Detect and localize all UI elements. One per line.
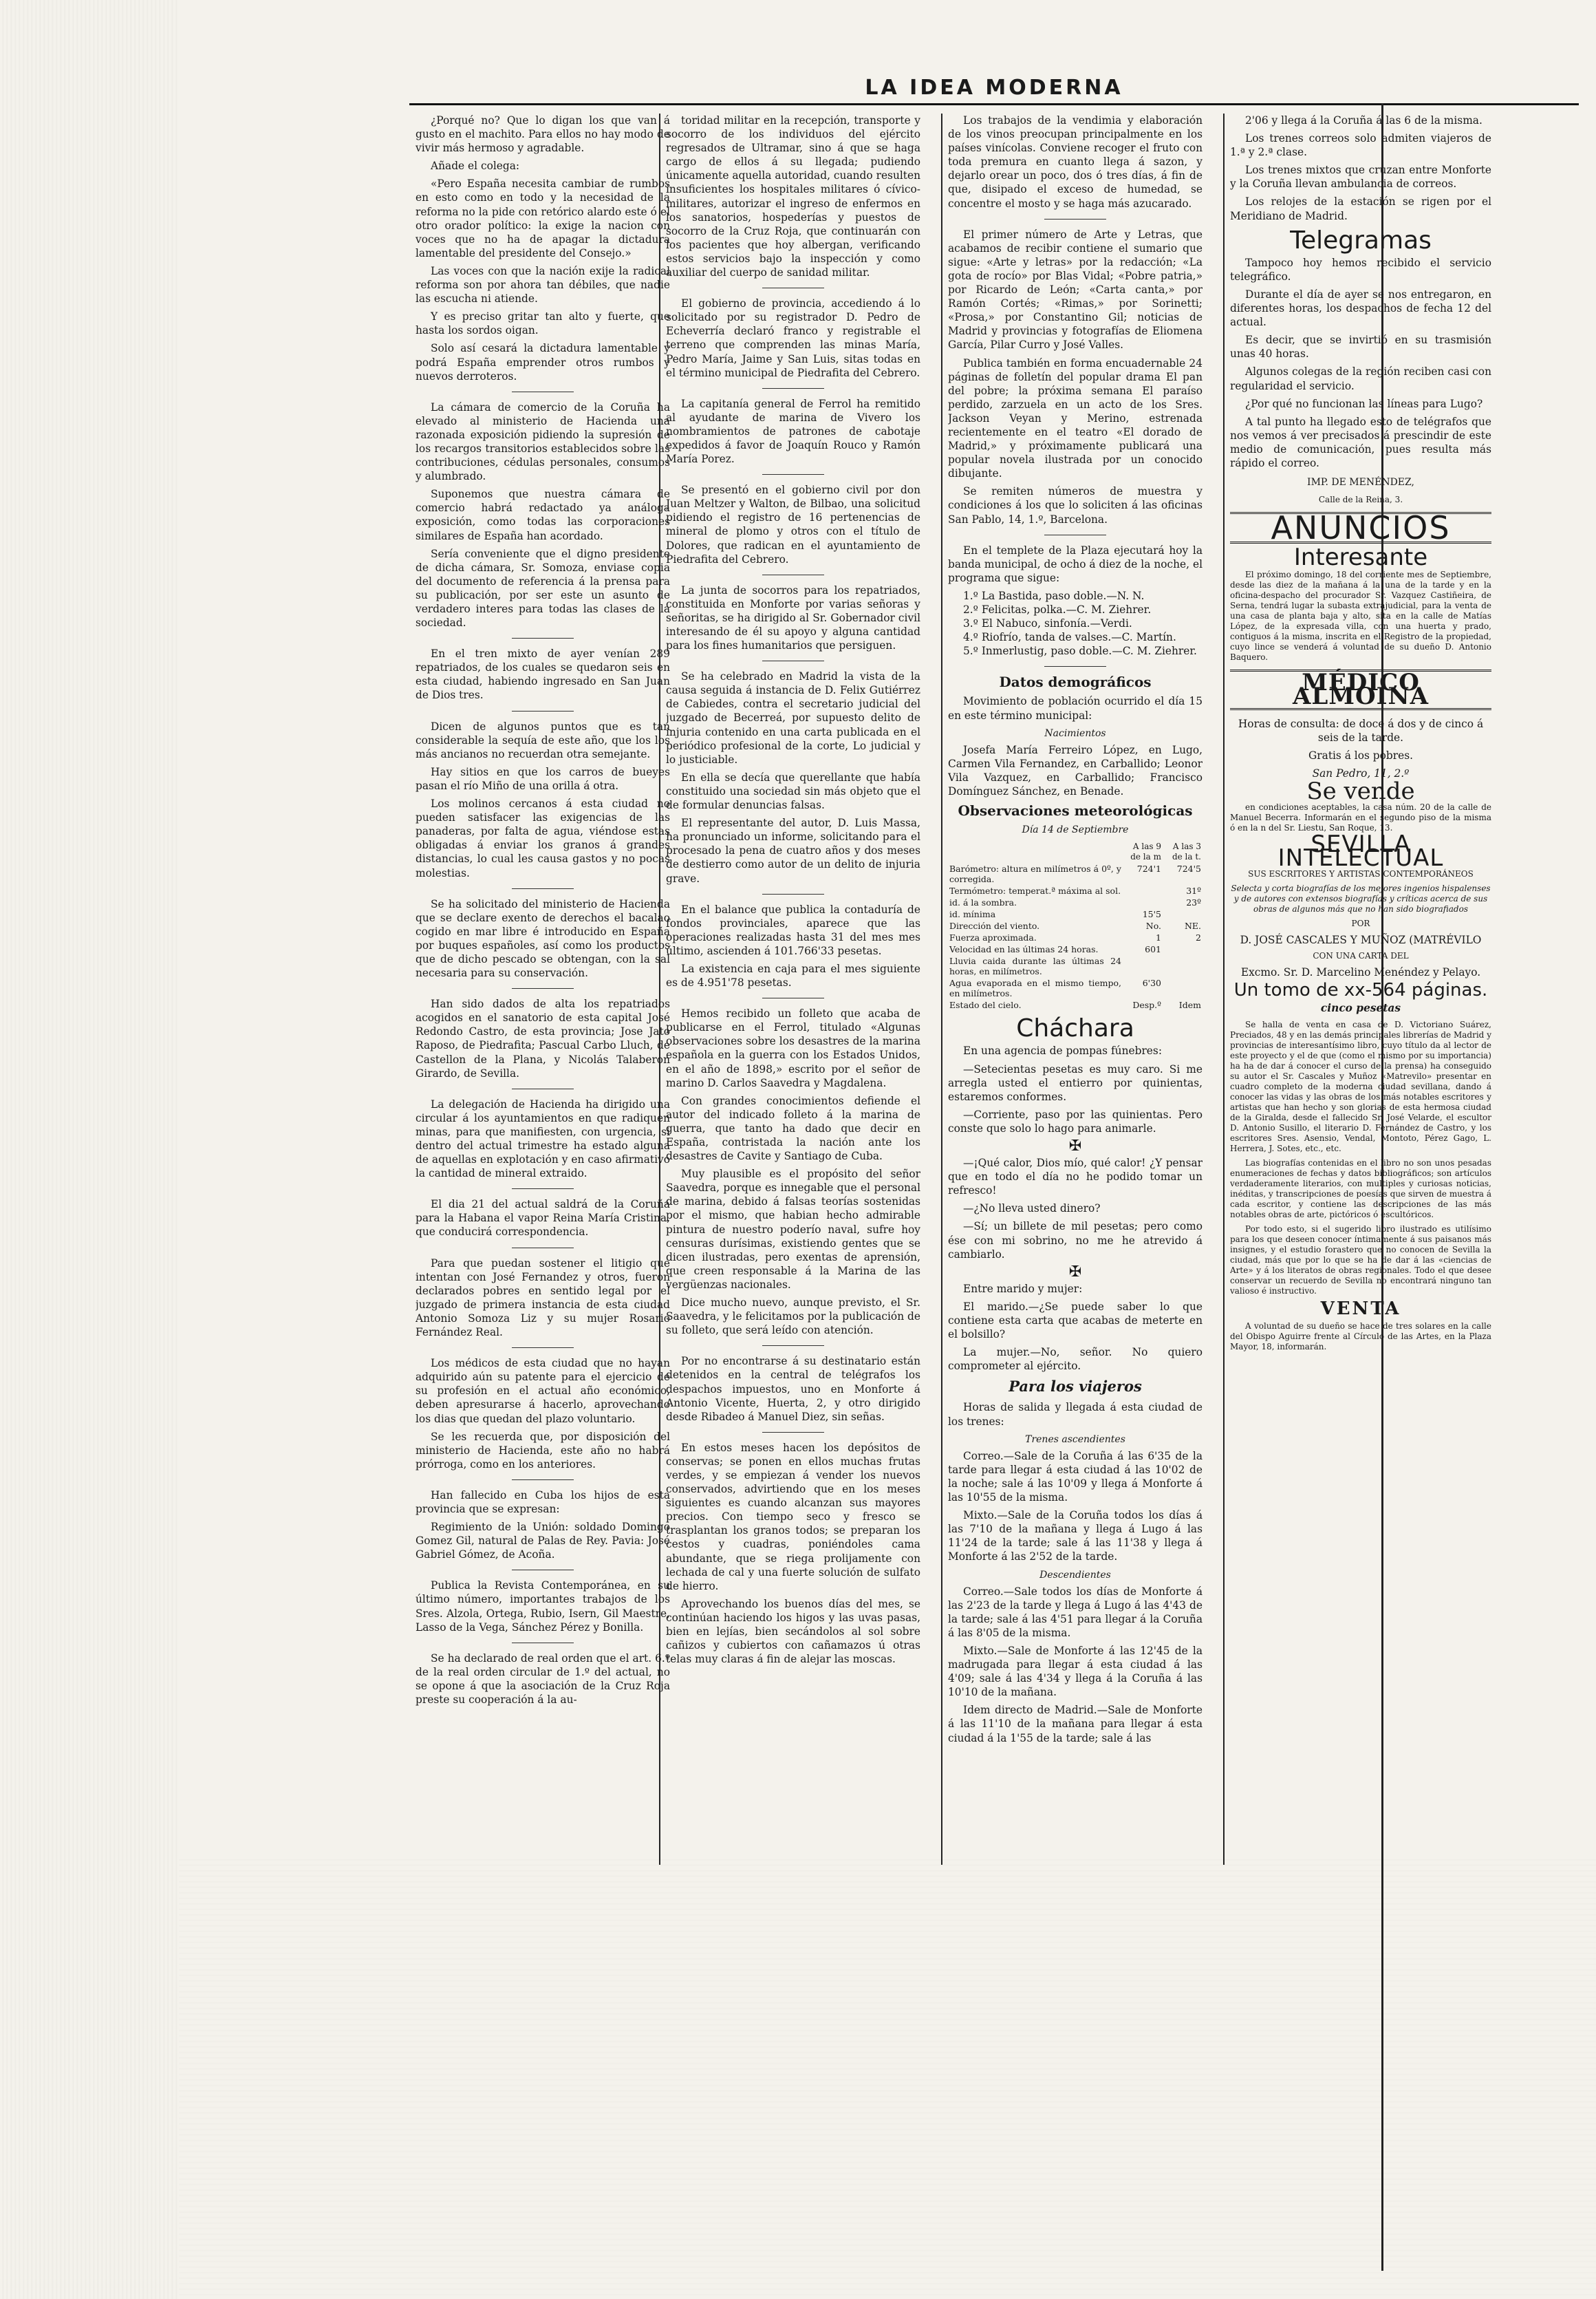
subheading: Trenes ascendientes — [1025, 1433, 1125, 1445]
column-2 — [666, 114, 920, 1865]
table-cell — [1163, 943, 1203, 955]
table-row — [948, 908, 1203, 920]
article-paragraph: La capitanía general de Ferrol ha remitido al ayudante de marina de Vivero los nombramientos de patrones de cabotaje expedidos á favor de Joaquín Rouco y Ramón María Porez. — [666, 397, 920, 466]
column-3 — [948, 114, 1203, 1865]
table-cell: 724'5 — [1176, 864, 1201, 875]
ad-text: Las biografías contenidas en el libro no son unos pesadas enumeraciones de fechas y datos bibliográficos; son artículos verdaderamente literarios, con multiples y curiosas noticias, inéditas, y transcripciones de poesías que sirven de muestra á cada escritor, y contiene las descripciones de las más notables obras de arte, pictóricos ó escultóricos. — [1230, 1157, 1491, 1219]
printer-address: Calle de la Reina, 3. — [1318, 495, 1403, 505]
article-paragraph: Y es preciso gritar tan alto y fuerte, que hasta los sordos oigan. — [416, 310, 670, 337]
table-cell: 15'5 — [1142, 909, 1161, 920]
ads-header — [1230, 509, 1491, 547]
ornament-icon: ✠ — [1068, 1137, 1082, 1155]
ad-text: Se halla de venta en casa de D. Victoriano Suárez, Preciados, 48 y en las demás principales librerías de Madrid y provincias de interesantísimo libro, cuyo título da al lector de este proyecto y el de que (como el mismo por su importancia) ha ha de dar á conocer el curso de la prensa) ha conseguido su autor el Sr. Cascales y Muñoz «Matrevilo» presentar en cuadro completo de la moderna ciudad sevillana, dando á conocer las vidas y las obras de los más notables escritores y artistas que han hecho y son glorias de esta hermosa ciudad de la Giralda, desde el fallecido Sr. José Velarde, el escultor D. Antonio Susillo, el literario D. Fernández de Castro, y los escritores Sres. Asensio, Vendal, Montoto, Pérez Gago, L. Herrera, J. Sotes, etc., etc. — [1230, 1019, 1491, 1153]
table-row — [948, 943, 1203, 955]
ad-text: SUS ESCRITORES Y ARTISTAS CONTEMPORÁNEOS — [1248, 869, 1474, 879]
article-paragraph: El marido.—¿Se puede saber lo que contiene esta carta que acabas de meterte en el bolsillo? — [948, 1300, 1203, 1341]
table-cell — [1123, 955, 1163, 977]
separator — [512, 1479, 574, 1480]
table-header: A las 3 de la t. — [1172, 842, 1201, 862]
article-paragraph: En el balance que publica la contaduría de fondos provinciales, aparece que las operaciones realizadas hasta 31 del mes mes último, ascienden á 101.766'33 pesetas. — [666, 903, 920, 957]
article-paragraph: Hemos recibido un folleto que acaba de publicarse en el Ferrol, titulado «Algunas observaciones sobre los desastres de la marina española en la guerra con los Estados Unidos, en el año de 1898,» escrito por el señor de marino D. Carlos Saavedra y Magdalena. — [666, 1007, 920, 1089]
article-paragraph: Los trabajos de la vendimia y elaboración de los vinos preocupan principalmente en los países vinícolas. Conviene recoger el fruto con toda premura en cuanto llega á sazon, y dejarlo orear un poco, dos ó tres días, á fin de que, disipado el exceso de humedad, se concentre el mosto y se haga más azucarado. — [948, 114, 1203, 210]
article-paragraph: La delegación de Hacienda ha dirigido una circular á los ayuntamientos en que radiquen minas, para que manifiesten, con urgencia, si dentro del actual trimestre ha estado alguna de aquellas en explotación y en caso afirmativo la cantidad de mineral extraido. — [416, 1098, 670, 1180]
article-paragraph: En una agencia de pompas fúnebres: — [963, 1045, 1163, 1058]
table-cell: Lluvia caida durante las últimas 24 horas, en milímetros. — [949, 956, 1121, 977]
column-rule — [941, 114, 942, 1865]
table-cell: 601 — [1145, 944, 1161, 955]
separator — [762, 388, 824, 389]
article-paragraph: Aprovechando los buenos días del mes, se continúan haciendo los higos y las uvas pasas, bien en lejías, bien secándolos al sol sobre cañizos y cubiertos con cañamazos ú otras telas muy claras á fin de alejar las moscas. — [666, 1597, 920, 1666]
table-cell: 31º — [1186, 886, 1201, 897]
article-paragraph: El gobierno de provincia, accediendo á lo solicitado por su registrador D. Pedro de Echeverría declaró franco y registrable el terreno que comprenden las minas María, Pedro María, Jaime y San Luis, sitas todas en el término municipal de Piedrafita del Cebrero. — [666, 297, 920, 379]
separator — [762, 474, 824, 475]
article-paragraph: 2'06 y llega á la Coruña á las 6 de la misma. — [1245, 114, 1482, 127]
ad-text: Horas de consulta: de doce á dos y de cinco á seis de la tarde. — [1238, 717, 1484, 744]
list-item: 3.º El Nabuco, sinfonía.—Verdi. — [963, 617, 1132, 630]
article-paragraph: En ella se decía que querellante que había constituido una sociedad sin más objeto que el de formular denuncias falsas. — [666, 771, 920, 812]
masthead: LA IDEA MODERNA — [409, 76, 1579, 105]
article-paragraph: —Sí; un billete de mil pesetas; pero como ése con mi sobrino, no me he atrevido á cambiarlo. — [948, 1220, 1203, 1261]
separator — [512, 1347, 574, 1348]
article-paragraph: Solo así cesará la dictadura lamentable y podrá España emprender otros rumbos y nuevos derroteros. — [416, 342, 670, 383]
separator — [762, 894, 824, 895]
article-paragraph: Muy plausible es el propósito del señor Saavedra, porque es innegable que el personal de marina, debido á falsas teorías sostenidas por el mismo, que habian hecho admirable pintura de nuestro poderío naval, sufre hoy censuras durísimas, existiendo gentes que se dicen ilustradas, pero exentas de aprensión, que creen responsable á la Marina de las vergüenzas nacionales. — [666, 1168, 920, 1291]
separator — [1044, 666, 1106, 667]
table-cell: Velocidad en las últimas 24 horas. — [949, 944, 1099, 955]
table-cell: Dirección del viento. — [949, 921, 1040, 932]
ads-title: ANUNCIOS — [1271, 509, 1451, 547]
separator — [512, 988, 574, 989]
article-paragraph: Hay sitios en que los carros de bueyes pasan el río Miño de una orilla á otra. — [416, 765, 670, 792]
ad-text: Excmo. Sr. D. Marcelino Menéndez y Pelayo. — [1240, 966, 1481, 979]
ad-medico — [1230, 670, 1491, 709]
article-paragraph: Durante el día de ayer se nos entregaron, en diferentes horas, los despachos de fecha 12 del actual. — [1230, 288, 1491, 329]
article-paragraph: Las voces con que la nación exije la radical reforma son por ahora tan débiles, que nadie las escucha ni atiende. — [416, 264, 670, 306]
table-cell: 6'30 — [1142, 978, 1161, 989]
table-cell: Desp.º — [1132, 1000, 1161, 1011]
table-cell — [1163, 955, 1203, 977]
article-paragraph: Se ha solicitado del ministerio de Hacienda que se declare exento de derechos el bacalao cogido en mar libre é introducido en España por buques españoles, así como los productos que de dicho pescado se obtengan, con la sal necesaria para su conservación. — [416, 897, 670, 980]
article-paragraph: Sería conveniente que el digno presidente de dicha cámara, Sr. Somoza, enviase copia del documento de referencia á la prensa para su publicación, por ser este un asunto de verdadero interes para todas las clases de la sociedad. — [416, 547, 670, 630]
article-paragraph: Se presentó en el gobierno civil por don Juan Meltzer y Walton, de Bilbao, una solicitud pidiendo el registro de 16 pertenencias de mineral de plomo y otros con el título de Dolores, que radican en el ayuntamiento de Piedrafita del Cebrero. — [666, 484, 920, 566]
article-paragraph: «Pero España necesita cambiar de rumbos en esto como en todo y la necesidad de la reforma no la pide con retórico alardo este ó el otro orador político: la exige la nacion con voces que no ha de apagar la dictadura lamentable del presidente del Consejo.» — [416, 178, 670, 259]
ad-text: Por todo esto, si el sugerido libro ilustrado es utilísimo para los que deseen conocer íntimamente á sus paisanos más insignes, y el estudio forastero que no conocen de Sevilla la ciudad, más que por lo que se ha de dar á las «ciencias de Arte» y á los literatos de obras regionales. Todo el que desee conservar un recuerdo de Sevilla no encontrará ninguno tan valioso é instructivo. — [1230, 1223, 1491, 1296]
table-cell: Agua evaporada en el mismo tiempo, en milímetros. — [949, 978, 1121, 999]
separator — [512, 888, 574, 889]
ad-text: Selecta y corta biografías de los mejores ingenios hispalenses y de autores con extensos biografías y críticas acerca de sus obras de algunos más que no han sido biografiados — [1231, 884, 1491, 915]
list-item: 1.º La Bastida, paso doble.—N. N. — [963, 589, 1145, 602]
list-item: 5.º Inmerlustig, paso doble.—C. M. Ziehrer. — [963, 645, 1197, 658]
table-cell: 2 — [1196, 932, 1201, 943]
table-cell: id. mínima — [949, 909, 996, 920]
table-row — [948, 955, 1203, 977]
printer-imprint: IMP. DE MENÉNDEZ, — [1307, 477, 1414, 489]
ad-text: CON UNA CARTA DEL — [1313, 951, 1409, 961]
article-paragraph: —¡Qué calor, Dios mío, qué calor! ¿Y pensar que en todo el día no he podido tomar un refresco! — [948, 1157, 1203, 1197]
article-paragraph: Para que puedan sostener el litigio que intentan con José Fernandez y otros, fueron declarados pobres en sentido legal por el juzgado de primera instancia de esta ciudad Antonio Somoza Liz y su mujer Rosario Fernández Real. — [416, 1257, 670, 1339]
table-row — [948, 977, 1203, 999]
article-paragraph: Josefa María Ferreiro López, en Lugo, Carmen Vila Fernandez, en Carballido; Leonor Vila Vazquez, en Carballido; Francisco Domínguez Sánchez, en Benade. — [948, 743, 1203, 798]
scan-margin-left — [0, 0, 179, 2299]
table-cell: 1 — [1156, 932, 1161, 943]
weather-table — [948, 841, 1203, 1011]
article-paragraph: Se ha declarado de real orden que el art. 6.º de la real orden circular de 1.º del actual, no se opone á que la asociación de la Cruz Roja preste su cooperación á la au- — [416, 1651, 670, 1706]
table-row — [948, 897, 1203, 908]
table-row — [948, 932, 1203, 943]
ad-heading: SEVILLA INTELECTUAL — [1277, 831, 1444, 873]
article-paragraph: Por no encontrarse á su destinatario están detenidos en la central de telégrafos los despachos impuestos, uno en Monforte á Antonio Vicente, Huerta, 2, y otro dirigido desde Ribadeo á Manuel Diez, sin señas. — [666, 1355, 920, 1423]
table-row — [948, 863, 1203, 885]
article-paragraph: Mixto.—Sale de la Coruña todos los días á las 7'10 de la mañana y llega á Lugo á las 11'24 de la tarde; sale á las 11'38 y llega á Monforte á las 2'52 de la tarde. — [948, 1509, 1203, 1563]
table-cell: Barómetro: altura en milímetros á 0º, y corregida. — [949, 864, 1121, 885]
table-header-row — [948, 841, 1203, 863]
scan-margin-bottom — [179, 1858, 1596, 2299]
separator — [512, 1188, 574, 1189]
ad-heading: MÉDICO ALMOINA — [1293, 669, 1429, 711]
article-paragraph: Algunos colegas de la región reciben casi con regularidad el servicio. — [1230, 365, 1491, 392]
article-paragraph: La existencia en caja para el mes siguiente es de 4.951'78 pesetas. — [666, 962, 920, 990]
article-paragraph: Es decir, que se invirtió en su trasmisión unas 40 horas. — [1230, 334, 1491, 361]
article-paragraph: Tampoco hoy hemos recibido el servicio telegráfico. — [1230, 256, 1491, 283]
ornament-icon: ✠ — [1068, 1263, 1082, 1281]
article-paragraph: ¿Por qué no funcionan las líneas para Lugo? — [1245, 397, 1483, 410]
ad-text: D. JOSÉ CASCALES Y MUÑOZ (MATRÉVILO — [1240, 934, 1482, 947]
article-paragraph: La mujer.—No, señor. No quiero comprometer al ejército. — [948, 1346, 1203, 1373]
article-paragraph: Correo.—Sale de la Coruña á las 6'35 de la tarde para llegar á esta ciudad á las 10'02 de la noche; sale á las 10'09 y llega á Monforte á las 10'55 de la misma. — [948, 1449, 1203, 1504]
table-header: A las 9 de la m — [1130, 842, 1161, 862]
article-paragraph: ¿Porqué no? Que lo digan los que van á gusto en el machito. Para ellos no hay modo de vivir más hermoso y agradable. — [416, 114, 670, 155]
article-paragraph: —Corriente, paso por las quinientas. Pero conste que solo lo hago para animarle. — [948, 1108, 1203, 1135]
table-cell: Idem — [1178, 1000, 1201, 1011]
article-paragraph: Han sido dados de alta los repatriados acogidos en el sanatorio de esta capital José Redondo Castro, de esta provincia; Jose Jato Raposo, de Piedrafita; Pascual Carbo Lluch, de Castellon de la Plana, y Nicolás Talaberon Girardo, de Sevilla. — [416, 998, 670, 1080]
article-paragraph: Se remiten números de muestra y condiciones á los que lo soliciten á las oficinas San Pablo, 14, 1.º, Barcelona. — [948, 485, 1203, 526]
separator — [762, 1432, 824, 1433]
article-paragraph: Los médicos de esta ciudad que no hayan adquirido aún su patente para el ejercicio de su profesión en el actual año económico, deben apresurarse á hacerlo, aprovechando los dias que quedan del plazo voluntario. — [416, 1357, 670, 1425]
article-paragraph: Los trenes correos solo admiten viajeros de 1.ª y 2.ª clase. — [1230, 132, 1491, 159]
article-paragraph: En el templete de la Plaza ejecutará hoy la banda municipal, de ocho á diez de la noche, el programa que sigue: — [948, 544, 1203, 584]
article-paragraph: En estos meses hacen los depósitos de conservas; se ponen en ellos muchas frutas verdes, y se empiezan á vender los nuevos conservados, advirtiendo que en los meses siguientes es cuando alcanzan sus mayores precios. Con tiempo seco y fresco se trasplantan los granos todos; se preparan los cestos y cuadras, poniéndoles cama abundante, que se riega prolijamente con lechada de cal y una fuerte solución de sulfato de hierro. — [666, 1441, 920, 1592]
table-cell: Estado del cielo. — [949, 1000, 1022, 1011]
subheading: Día 14 de Septiembre — [1022, 824, 1129, 836]
ad-heading: Interesante — [1293, 544, 1428, 572]
article-paragraph: El representante del autor, D. Luis Massa, ha pronunciado un informe, solicitando para el procesado la pena de cuatro años y dos meses de destierro como autor de un delito de injuria grave. — [666, 817, 920, 885]
article-paragraph: Los trenes mixtos que cruzan entre Monforte y la Coruña llevan ambulancia de correos. — [1230, 164, 1491, 191]
separator — [512, 638, 574, 639]
separator — [512, 711, 574, 712]
table-cell: NE. — [1184, 921, 1201, 932]
article-paragraph: Publica la Revista Contemporánea, en su último número, importantes trabajos de los Sres. Alzola, Ortega, Rubio, Isern, Gil Maestre, Lasso de la Vega, Sánchez Pérez y Bonilla. — [416, 1579, 670, 1634]
article-paragraph: Los relojes de la estación se rigen por el Meridiano de Madrid. — [1230, 195, 1491, 222]
article-paragraph: Los molinos cercanos á esta ciudad no pueden satisfacer las exigencias de las panaderas, por falta de agua, viéndose estas obligadas á enviar los granos á grandes distancias, lo cual les causa gastos y no pocas molestias. — [416, 798, 670, 879]
column-1 — [416, 114, 670, 1865]
table-cell: No. — [1145, 921, 1161, 932]
section-heading: Para los viajeros — [1009, 1378, 1142, 1396]
article-paragraph: Se ha celebrado en Madrid la vista de la causa seguida á instancia de D. Felix Gutiérrez de Cabiedes, contra el secretario judicial del juzgado de Becerreá, por supuesto delito de injuria contenido en una carta publicada en el periódico profesional de la corte, Lo judicial y lo justiciable. — [666, 670, 920, 766]
article-paragraph: Publica también en forma encuadernable 24 páginas de folletín del popular drama El pan del pobre; la próxima semana El paraíso perdido, zarzuela en un acto de los Sres. Jackson Veyan y Merino, estrenada recientemente en el teatro «El dorado de Madrid,» y próximamente publicará una popular novela ilustrada por un conocido dibujante. — [948, 356, 1203, 480]
ad-text: en condiciones aceptables, la casa núm. 20 de la calle de Manuel Becerra. Informarán en el segundo piso de la misma ó en la n del Sr. Liestu, San Roque, 13. — [1230, 802, 1491, 833]
list-item: 2.º Felicitas, polka.—C. M. Ziehrer. — [963, 603, 1152, 616]
ad-text: A voluntad de su dueño se hace de tres solares en la calle del Obispo Aguirre frente al Círculo de las Artes, en la Plaza Mayor, 18, informarán. — [1230, 1320, 1491, 1351]
article-paragraph: Dicen de algunos puntos que es tan considerable la sequía de este año, que los los más ancianos no recuerdan otra semejante. — [416, 720, 670, 760]
ad-text: San Pedro, 11, 2.º — [1312, 767, 1410, 780]
article-paragraph: A tal punto ha llegado esto de telégrafos que nos vemos á ver precisados á prescindir de este medio de comunicación, pues resulta más rápido el correo. — [1230, 415, 1491, 469]
band-program-list — [948, 589, 1203, 658]
section-heading: Cháchara — [1016, 1014, 1134, 1043]
article-paragraph: En el tren mixto de ayer venían 289 repatriados, de los cuales se quedaron seis en esta ciudad, habiendo ingresado en San Juan de Dios tres. — [416, 648, 670, 702]
column-rule — [1223, 114, 1225, 1865]
table-cell — [1163, 908, 1203, 920]
ad-text: POR — [1351, 919, 1370, 929]
article-paragraph: El dia 21 del actual saldrá de la Coruña para la Habana el vapor Reina María Cristina, que conducirá correspondencia. — [416, 1198, 670, 1239]
table-cell — [1163, 977, 1203, 999]
table-cell: 23º — [1186, 897, 1201, 908]
ad-heading: Se vende — [1306, 777, 1415, 805]
article-paragraph: Mixto.—Sale de Monforte á las 12'45 de la madrugada para llegar á esta ciudad á las 4'09; sale á las 4'34 y llega á la Coruña á las 10'10 de la mañana. — [948, 1644, 1203, 1699]
table-row — [948, 999, 1203, 1011]
article-paragraph: Suponemos que nuestra cámara de comercio habrá redactado ya análoga exposición, como todas las corporaciones similares de España han acordado. — [416, 488, 670, 542]
table-row — [948, 920, 1203, 932]
ad-heading: Un tomo de xx-564 páginas. — [1233, 980, 1488, 1001]
column-4 — [1230, 114, 1491, 1865]
table-cell — [1123, 897, 1163, 908]
article-paragraph: La cámara de comercio de la Coruña ha elevado al ministerio de Hacienda una razonada exposición pidiendo la supresión de los recargos transitorios establecidos sobre las contribuciones, cédulas personales, consumos y alumbrado. — [416, 400, 670, 483]
article-paragraph: Horas de salida y llegada á esta ciudad de los trenes: — [948, 1401, 1203, 1428]
article-paragraph: —¿No lleva usted dinero? — [963, 1202, 1101, 1215]
table-cell: id. á la sombra. — [949, 897, 1017, 908]
article-paragraph: Se les recuerda que, por disposición del ministerio de Hacienda, este año no habrá prórroga, como en los anteriores. — [416, 1430, 670, 1471]
table-row — [948, 885, 1203, 897]
article-paragraph: toridad militar en la recepción, transporte y socorro de los individuos del ejército regresados de Ultramar, sino á que se haga cargo de ellos á su llegada; pudiendo únicamente aquella autoridad, cuando resulten insuficientes los hospitales militares ó cívico-militares, autorizar el ingreso de enfermos en los sanatorios, hospederías y puestos de socorro de la Cruz Roja, que continuarán con los pacientes que hoy albergan, verificando estos servicios bajo la inspección y como auxiliar del cuerpo de sanidad militar. — [666, 114, 920, 279]
section-heading: Telegramas — [1290, 226, 1432, 255]
article-paragraph: Dice mucho nuevo, aunque previsto, el Sr. Saavedra, y le felicitamos por la publicación de su folleto, que será leído con atención. — [666, 1296, 920, 1337]
article-paragraph: Idem directo de Madrid.—Sale de Monforte á las 11'10 de la mañana para llegar á esta ciudad á la 1'55 de la tarde; sale á las — [948, 1704, 1203, 1744]
table-cell: Termómetro: temperat.ª máxima al sol. — [949, 886, 1121, 897]
article-paragraph: Han fallecido en Cuba los hijos de esta provincia que se expresan: — [416, 1488, 670, 1515]
article-paragraph: Movimiento de población ocurrido el día 15 en este término municipal: — [948, 695, 1203, 722]
separator — [1044, 219, 1106, 220]
ad-text: Gratis á los pobres. — [1308, 749, 1413, 762]
article-paragraph: Correo.—Sale todos los días de Monforte á las 2'23 de la tarde y llega á Lugo á las 4'43 de la tarde; sale á las 4'51 para llegar á la Coruña á las 8'05 de la misma. — [948, 1585, 1203, 1639]
article-paragraph: El primer número de Arte y Letras, que acabamos de recibir contiene el sumario que sigue: «Arte y letras» por la redacción; «La gota de rocío» por Blas Vidal; «Pobre patria,» por Ricardo de León; «Carta canta,» por Ramón Cortés; «Rimas,» por Sorinetti; «Prosa,» por Constantino Gil; noticias de Madrid y provincias y fotografías de Eliomena García, Pilar Curro y José Valles. — [948, 228, 1203, 352]
subheading: Descendientes — [1039, 1569, 1111, 1581]
article-paragraph: Regimiento de la Unión: soldado Domingo Gomez Gil, natural de Palas de Rey. Pavia: José Gabriel Gómez, de Acoña. — [416, 1521, 670, 1561]
section-heading: Datos demográficos — [999, 674, 1152, 691]
table-cell: Fuerza aproximada. — [949, 932, 1037, 943]
list-item: 4.º Riofrío, tanda de valses.—C. Martín. — [963, 631, 1176, 644]
article-paragraph: La junta de socorros para los repatriados, constituida en Monforte por varias señoras y señoritas, se ha dirigido al Sr. Gobernador civil interesando de él su apoyo y alguna cantidad para los fines humanitarios que persiguen. — [666, 584, 920, 652]
article-paragraph: —Setecientas pesetas es muy caro. Si me arregla usted el entierro por quinientas, estaremos conformes. — [948, 1062, 1203, 1103]
article-paragraph: Con grandes conocimientos defiende el autor del indicado folleto á la marina de guerra, que tanto ha dado que decir en España, contristada la nación ante los desastres de Cavite y Santiago de Cuba. — [666, 1094, 920, 1163]
table-cell — [1123, 885, 1163, 897]
separator — [762, 1345, 824, 1346]
ad-heading: VENTA — [1320, 1298, 1401, 1319]
ad-text: El próximo domingo, 18 del corriente mes de Septiembre, desde las diez de la mañana á la una de la tarde y en la oficina-despacho del procurador Sr. Vazquez Castiñeira, de Serna, tendrá lugar la subasta extrajudicial, para la venta de una casa de planta baja y alto, sita en la calle de Matías López, de la expresada villa, con una huerta y prado, contiguos á la misma, inscrita en el Registro de la propiedad, cuyo lince se venderá á voluntad de su dueño D. Antonio Baquero. — [1230, 570, 1491, 663]
ad-text: cinco pesetas — [1320, 1002, 1401, 1015]
article-paragraph: Entre marido y mujer: — [963, 1282, 1083, 1295]
table-cell: 724'1 — [1136, 864, 1161, 875]
section-heading: Observaciones meteorológicas — [958, 802, 1193, 820]
article-paragraph: Añade el colega: — [431, 160, 520, 173]
subheading: Nacimientos — [1044, 727, 1106, 739]
